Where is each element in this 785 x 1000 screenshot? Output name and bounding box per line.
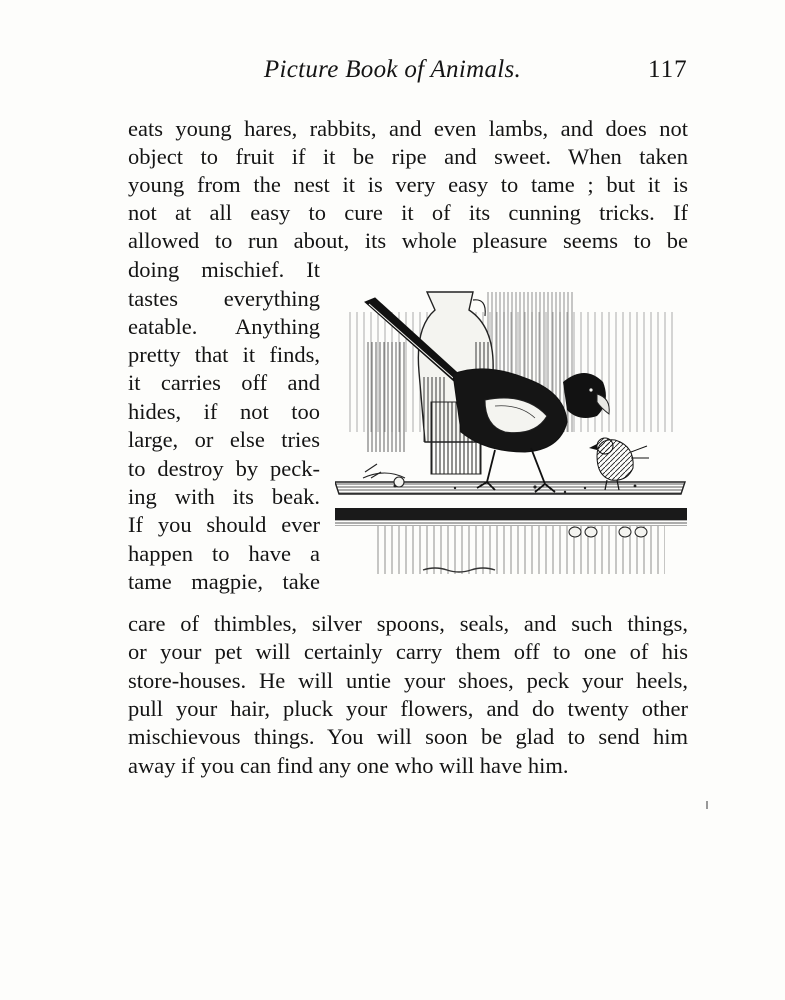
text-line: not at all easy to cure it of its cunning tricks. If (128, 200, 688, 225)
text-line: tame magpie, take (128, 569, 320, 594)
text-line: pretty that it finds, (128, 342, 320, 367)
text-line: doing mischief. It (128, 257, 320, 282)
paper-speck (706, 801, 708, 809)
text-line: or your pet will certainly carry them off to one of his (128, 639, 688, 664)
text-line: object to fruit if it be ripe and sweet. When taken (128, 144, 688, 169)
magpie-illustration (335, 282, 691, 592)
page-number: 117 (648, 56, 688, 83)
text-line: If you should ever (128, 512, 320, 537)
text-line: happen to have a (128, 541, 320, 566)
running-title: Picture Book of Animals. (263, 56, 522, 83)
text-line: eats young hares, rabbits, and even lambs, and does not (128, 116, 688, 141)
text-line: it carries off and (128, 370, 320, 395)
text-line: young from the nest it is very easy to tame ; but it is (128, 172, 688, 197)
text-line: store-houses. He will untie your shoes, peck your heels, (128, 668, 688, 693)
ground-shelf (335, 482, 687, 574)
text-line: tastes everything (128, 286, 320, 311)
text-line: ing with its beak. (128, 484, 320, 509)
text-line: large, or else tries (128, 427, 320, 452)
text-line: eatable. Anything (128, 314, 320, 339)
text-line: to destroy by peck- (128, 456, 320, 481)
text-line: hides, if not too (128, 399, 320, 424)
text-line: allowed to run about, its whole pleasure seems to be (128, 228, 688, 253)
text-line: mischievous things. You will soon be glad to send him (128, 724, 688, 749)
text-line: away if you can find any one who will have him. (128, 753, 569, 778)
text-line: care of thimbles, silver spoons, seals, and such things, (128, 611, 688, 636)
text-line: pull your hair, pluck your flowers, and do twenty other (128, 696, 688, 721)
